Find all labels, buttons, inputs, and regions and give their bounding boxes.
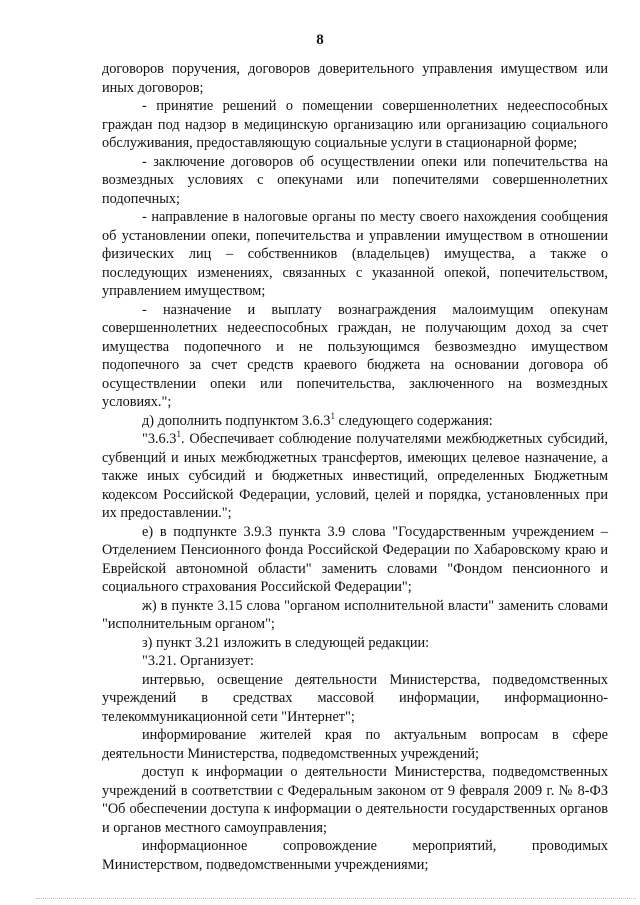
paragraph: договоров поручения, договоров доверительного управления имуществом или иных договоров;	[102, 61, 608, 96]
paragraph: "3.21. Организует:	[142, 653, 254, 669]
scan-edge-divider	[36, 898, 636, 899]
paragraph-text: "3.6.3	[142, 431, 177, 447]
paragraph-text: . Обеспечивает соблюдение получателями межбюджетных субсидий, субвенций и иных межбюджетных трансфертов, имеющих целевое назначение, а также иных субсидий и бюджетных инвестиций, определенных Бюджетным кодексом Российской Федерации, условий, целей и порядка, установленных при их предоставлении.";	[102, 431, 608, 521]
document-body	[102, 60, 608, 874]
paragraph: интервью, освещение деятельности Министерства, подведомственных учреждений в средствах массовой информации, информационно-телекоммуникационной сети "Интернет";	[102, 671, 608, 725]
superscript: 1	[176, 429, 181, 440]
paragraph: информирование жителей края по актуальным вопросам в сфере деятельности Министерства, подведомственных учреждений;	[102, 727, 608, 762]
superscript: 1	[330, 410, 335, 421]
paragraph: доступ к информации о деятельности Министерства, подведомственных учреждений в соответствии с Федеральным законом от 9 февраля 2009 г. № 8-ФЗ "Об обеспечении доступа к информации о деятельности государственных органов и органов местного самоуправления;	[102, 764, 608, 836]
paragraph: - назначение и выплату вознаграждения малоимущим опекунам совершеннолетних недееспособных граждан, не получающим доход за счет имущества подопечного и не пользующимся безвозмездно имуществом подопечного за счет средств краевого бюджета на основании договора об осуществлении опеки или попечительства, заключенного на возмездных условиях.";	[102, 301, 608, 410]
paragraph-3-6-3	[102, 430, 608, 523]
paragraph: информационное сопровождение мероприятий, проводимых Министерством, подведомственными учреждениями;	[102, 838, 608, 873]
paragraph: ж) в пункте 3.15 слова "органом исполнительной власти" заменить словами "исполнительным органом";	[102, 597, 608, 632]
paragraph: - направление в налоговые органы по месту своего нахождения сообщения об установлении опеки, попечительства и управлении имуществом в отношении физических лиц – собственников (владельцев) имущества, а также о последующих изменениях, связанных с указанной опекой, попечительством, управлением имуществом;	[102, 209, 608, 299]
paragraph: - заключение договоров об осуществлении опеки или попечительства на возмездных условиях с опекунами или попечителями совершеннолетних подопечных;	[102, 153, 608, 207]
paragraph: з) пункт 3.21 изложить в следующей редакции:	[142, 634, 430, 651]
paragraph-subitem-d	[102, 412, 608, 431]
paragraph: е) в подпункте 3.9.3 пункта 3.9 слова "Государственным учреждением – Отделением Пенсионного фонда Российской Федерации по Хабаровскому краю и Еврейской автономной области" заменить словами "Фондом пенсионного и социального страхования Российской Федерации";	[102, 523, 608, 595]
paragraph: - принятие решений о помещении совершеннолетних недееспособных граждан под надзор в медицинскую организацию или организацию социального обслуживания, предоставляющую социальные услуги в стационарной форме;	[102, 98, 608, 151]
page-number: 8	[316, 32, 324, 48]
paragraph-text: следующего содержания:	[334, 412, 493, 429]
paragraph-text: д) дополнить подпунктом 3.6.3	[142, 412, 331, 429]
